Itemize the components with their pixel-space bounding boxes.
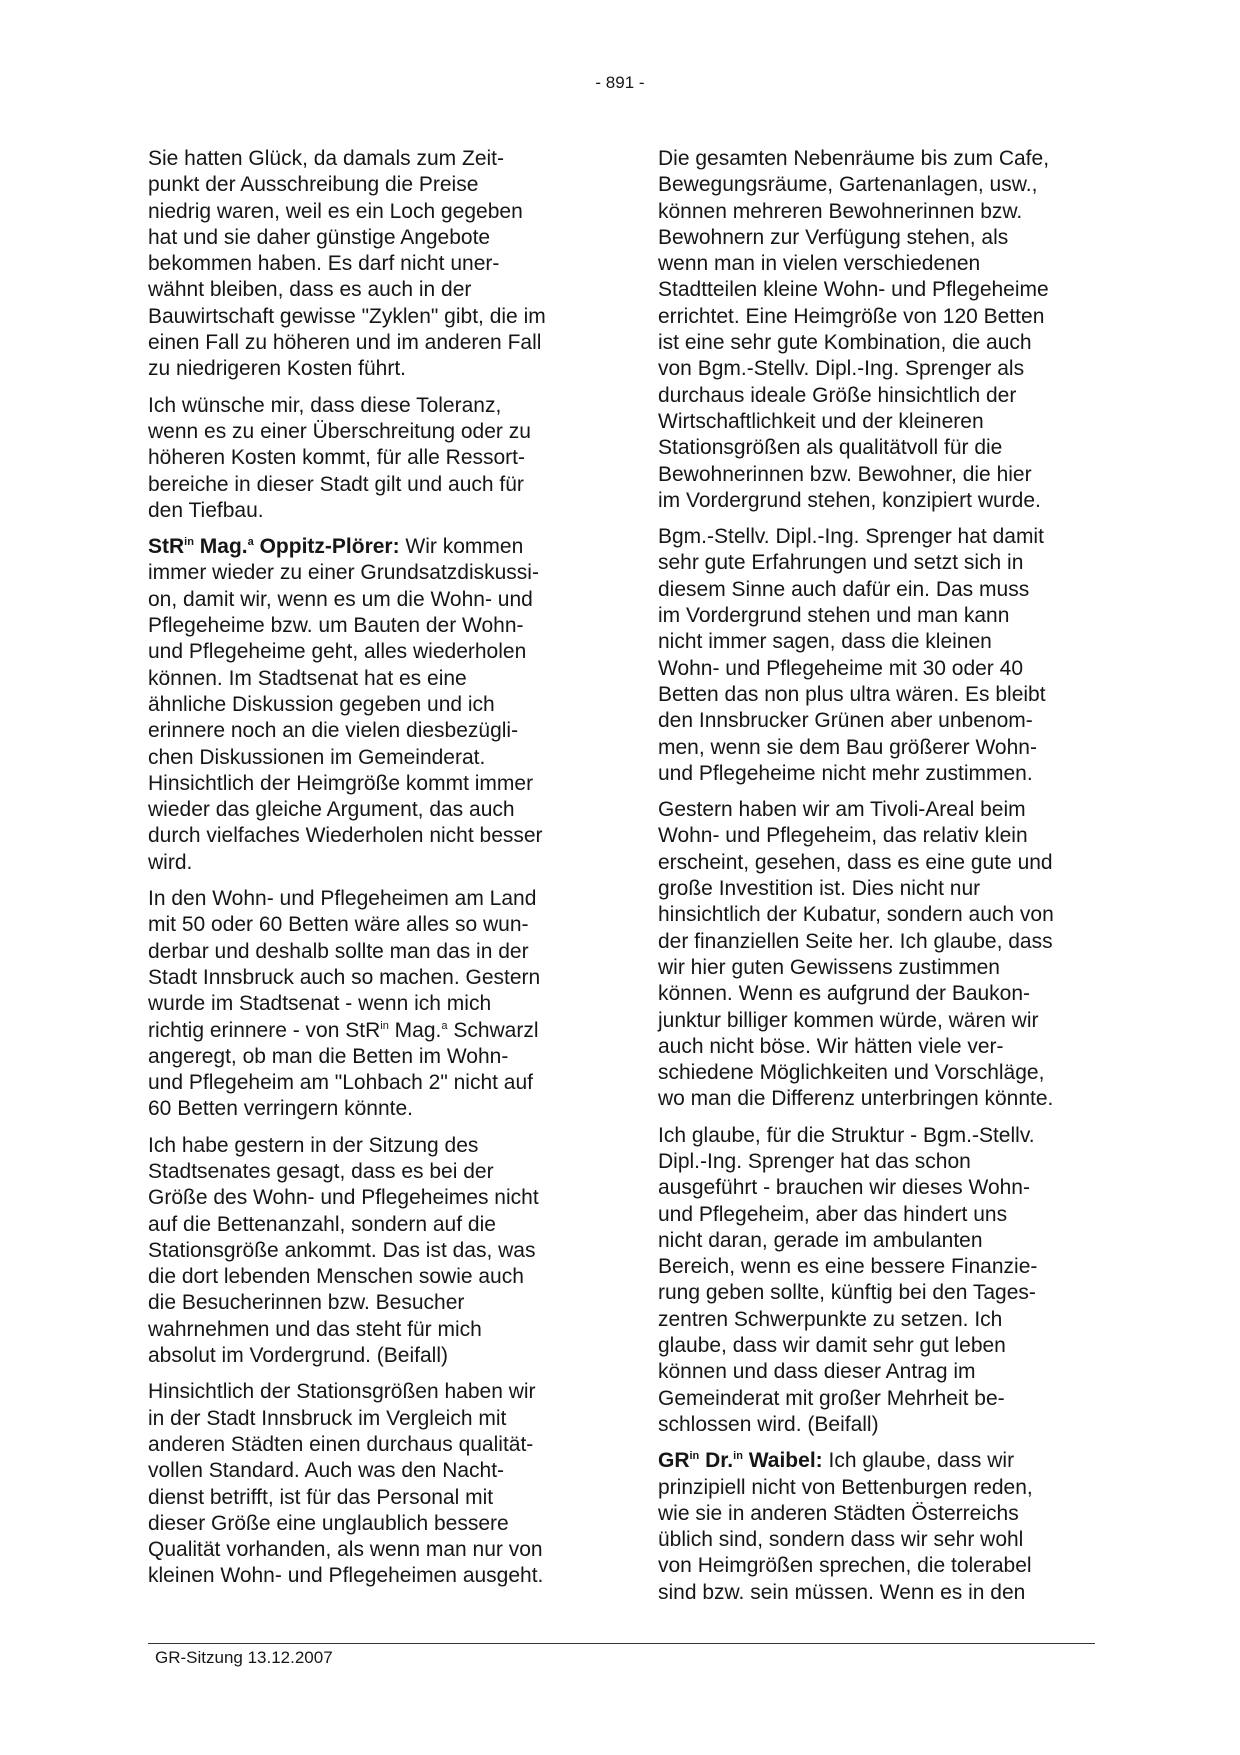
- text-line: einen Fall zu höheren und im anderen Fall: [148, 331, 542, 355]
- text-line: in der Stadt Innsbruck im Vergleich mit: [148, 1406, 507, 1430]
- text-line: chen Diskussionen im Gemeinderat.: [148, 745, 486, 769]
- text-line: Stationsgröße ankommt. Das ist das, was: [148, 1238, 536, 1262]
- text-line: Hinsichtlich der Heimgröße kommt immer: [148, 771, 534, 795]
- text-line: 60 Betten verringern könnte.: [148, 1097, 414, 1121]
- text-line: men, wenn sie dem Bau größerer Wohn-: [658, 735, 1037, 759]
- text-line: auch nicht böse. Wir hätten viele ver-: [658, 1034, 1004, 1058]
- text-line: den Innsbrucker Grünen aber unbenom-: [658, 709, 1033, 733]
- text-line: ist eine sehr gute Kombination, die auch: [658, 331, 1032, 355]
- text-line: [658, 1448, 1098, 1474]
- paragraph: [658, 1123, 1098, 1439]
- text-line: ähnliche Diskussion gegeben und ich: [148, 692, 495, 716]
- text-line: Größe des Wohn- und Pflegeheimes nicht: [148, 1186, 539, 1210]
- paragraph: [148, 1133, 588, 1370]
- text-line: Bgm.-Stellv. Dipl.-Ing. Sprenger hat damit: [658, 525, 1044, 549]
- text-line: errichtet. Eine Heimgröße von 120 Betten: [658, 304, 1045, 328]
- text-line: Bewohnern zur Verfügung stehen, als: [658, 225, 1009, 249]
- text-line: derbar und deshalb sollte man das in der: [148, 939, 529, 963]
- text-line: immer wieder zu einer Grundsatzdiskussi-: [148, 561, 539, 585]
- text-line: erscheint, gesehen, dass es eine gute und: [658, 850, 1053, 874]
- text-line: höheren Kosten kommt, für alle Ressort-: [148, 446, 525, 470]
- text-line: Ich wünsche mir, dass diese Toleranz,: [148, 393, 502, 417]
- text-line: im Vordergrund stehen und man kann: [658, 604, 1010, 628]
- speaker-title: GR: [658, 1449, 690, 1473]
- text-line: wo man die Differenz unterbringen könnte.: [658, 1087, 1054, 1111]
- text-line: Stadtsenates gesagt, dass es bei der: [148, 1159, 494, 1183]
- text-line: kleinen Wohn- und Pflegeheimen ausgeht.: [148, 1564, 544, 1588]
- text-line: üblich sind, sondern dass wir sehr wohl: [658, 1528, 1024, 1552]
- paragraph: [658, 797, 1098, 1113]
- text-line: punkt der Ausschreibung die Preise: [148, 173, 479, 197]
- text-line: und Pflegeheim, aber das hindert uns: [658, 1202, 1008, 1226]
- text-line: Stationsgrößen als qualitätvoll für die: [658, 436, 1003, 460]
- text-line: schlossen wird. (Beifall): [658, 1412, 879, 1436]
- title-suffix: a: [441, 1019, 448, 1032]
- text-line: wähnt bleiben, dass es auch in der: [148, 278, 472, 302]
- text-line: [148, 1018, 588, 1044]
- speaker-paragraph: [658, 1448, 1098, 1606]
- text-line: Stadt Innsbruck auch so machen. Gestern: [148, 965, 541, 989]
- text-line: mit 50 oder 60 Betten wäre alles so wun-: [148, 913, 529, 937]
- text-line: on, damit wir, wenn es um die Wohn- und: [148, 587, 533, 611]
- text-line: ausgeführt - brauchen wir dieses Wohn-: [658, 1176, 1030, 1200]
- text-line: Hinsichtlich der Stationsgrößen haben wir: [148, 1380, 536, 1404]
- text-line: diesem Sinne auch dafür ein. Das muss: [658, 577, 1030, 601]
- title-suffix: a: [247, 536, 254, 549]
- title-suffix: in: [689, 1450, 700, 1463]
- text-fragment: Schwarzl: [447, 1018, 539, 1042]
- page-number: - 891 -: [595, 73, 645, 92]
- text-line: können. Im Stadtsenat hat es eine: [148, 666, 467, 690]
- text-fragment: Mag.: [388, 1018, 442, 1042]
- text-line: die Besucherinnen bzw. Besucher: [148, 1291, 465, 1315]
- speaker-surname: Waibel:: [742, 1449, 823, 1473]
- footer-session-date: GR-Sitzung 13.12.2007: [155, 1648, 333, 1667]
- text-line: und Pflegeheime nicht mehr zustimmen.: [658, 761, 1033, 785]
- text-line: Die gesamten Nebenräume bis zum Cafe,: [658, 147, 1050, 170]
- text-line: wir hier guten Gewissens zustimmen: [658, 955, 1000, 979]
- text-line: schiedene Möglichkeiten und Vorschläge,: [658, 1061, 1045, 1085]
- speaker-name: [658, 1449, 823, 1472]
- text-line: prinzipiell nicht von Bettenburgen reden,: [658, 1475, 1033, 1499]
- text-line: wahrnehmen und das steht für mich: [148, 1317, 482, 1341]
- text-line: Ich habe gestern in der Sitzung des: [148, 1133, 479, 1157]
- text-line: auf die Bettenanzahl, sondern auf die: [148, 1212, 496, 1236]
- speaker-name: [148, 535, 400, 558]
- text-line: Ich glaube, für die Struktur - Bgm.-Stellv.: [658, 1123, 1035, 1147]
- speaker-paragraph: [148, 534, 588, 876]
- paragraph: [148, 886, 588, 1123]
- text-line: den Tiefbau.: [148, 498, 264, 522]
- text-line: rung geben sollte, künftig bei den Tages-: [658, 1281, 1036, 1305]
- text-line: hat und sie daher günstige Angebote: [148, 225, 491, 249]
- text-fragment: richtig erinnere - von StR: [148, 1018, 381, 1042]
- text-line: Bereich, wenn es eine bessere Finanzie-: [658, 1255, 1038, 1279]
- text-line: Pflegeheime bzw. um Bauten der Wohn-: [148, 614, 524, 638]
- text-line: durchaus ideale Größe hinsichtlich der: [658, 383, 1017, 407]
- text-line: und Pflegeheime geht, alles wiederholen: [148, 640, 527, 664]
- paragraph: [148, 146, 588, 383]
- text-line: dieser Größe eine unglaublich bessere: [148, 1511, 509, 1535]
- text-line: zentren Schwerpunkte zu setzen. Ich: [658, 1307, 1003, 1331]
- paragraph: [148, 1379, 588, 1589]
- text-line: Gestern haben wir am Tivoli-Areal beim: [658, 798, 1026, 822]
- text-line: große Investition ist. Dies nicht nur: [658, 877, 981, 901]
- text-line: die dort lebenden Menschen sowie auch: [148, 1265, 524, 1289]
- text-line: dienst betrifft, ist für das Personal mit: [148, 1485, 494, 1509]
- text-line: glaube, dass wir damit sehr gut leben: [658, 1334, 1006, 1358]
- left-column: [148, 146, 588, 1600]
- text-line: wie sie in anderen Städten Österreichs: [658, 1501, 1019, 1525]
- text-line: können mehreren Bewohnerinnen bzw.: [658, 199, 1023, 223]
- text-line: Wohn- und Pflegeheime mit 30 oder 40: [658, 656, 1023, 680]
- text-line: wieder das gleiche Argument, das auch: [148, 798, 515, 822]
- text-line: sind bzw. sein müssen. Wenn es in den: [658, 1580, 1026, 1604]
- text-line: wurde im Stadtsenat - wenn ich mich: [148, 992, 492, 1016]
- paragraph: [148, 393, 588, 524]
- text-line: wenn man in vielen verschiedenen: [658, 252, 981, 276]
- text-line: Wirtschaftlichkeit und der kleineren: [658, 409, 984, 433]
- text-line: zu niedrigeren Kosten führt.: [148, 357, 406, 381]
- text-line: Stadtteilen kleine Wohn- und Pflegeheime: [658, 278, 1049, 302]
- text-line: von Bgm.-Stellv. Dipl.-Ing. Sprenger als: [658, 357, 1025, 381]
- text-line: von Heimgrößen sprechen, die tolerabel: [658, 1554, 1032, 1578]
- text-line: Gemeinderat mit großer Mehrheit be-: [658, 1386, 1005, 1410]
- text-line: Bewegungsräume, Gartenanlagen, usw.,: [658, 173, 1038, 197]
- text-line: vollen Standard. Auch was den Nacht-: [148, 1459, 505, 1483]
- text-line: bekommen haben. Es darf nicht uner-: [148, 252, 500, 276]
- text-line: Sie hatten Glück, da damals zum Zeit-: [148, 147, 504, 170]
- text-line: Bauwirtschaft gewisse "Zyklen" gibt, die im: [148, 304, 546, 328]
- text-line: nicht immer sagen, dass die kleinen: [658, 630, 992, 654]
- text-line: Wohn- und Pflegeheim, das relativ klein: [658, 824, 1028, 848]
- text-line: Qualität vorhanden, als wenn man nur von: [148, 1538, 543, 1562]
- speech-text: Ich glaube, dass wir: [822, 1449, 1015, 1473]
- text-line: und Pflegeheim am "Lohbach 2" nicht auf: [148, 1071, 533, 1095]
- text-line: nicht daran, gerade im ambulanten: [658, 1228, 983, 1252]
- text-line: können und dass dieser Antrag im: [658, 1360, 976, 1384]
- text-line: niedrig waren, weil es ein Loch gegeben: [148, 199, 523, 223]
- text-line: sehr gute Erfahrungen und setzt sich in: [658, 551, 1024, 575]
- text-line: Dipl.-Ing. Sprenger hat das schon: [658, 1149, 971, 1173]
- text-line: durch vielfaches Wiederholen nicht besser: [148, 824, 543, 848]
- text-line: Betten das non plus ultra wären. Es bleibt: [658, 682, 1046, 706]
- title-suffix: in: [380, 1019, 389, 1032]
- text-line: [148, 534, 588, 560]
- speaker-title: StR: [148, 535, 185, 559]
- text-line: im Vordergrund stehen, konzipiert wurde.: [658, 488, 1041, 512]
- text-line: anderen Städten einen durchaus qualität-: [148, 1432, 534, 1456]
- speaker-surname: Oppitz-Plörer:: [253, 535, 400, 559]
- text-line: In den Wohn- und Pflegeheimen am Land: [148, 887, 537, 911]
- paragraph: [658, 146, 1098, 514]
- text-line: wird.: [148, 850, 193, 874]
- paragraph: [658, 524, 1098, 787]
- text-line: bereiche in dieser Stadt gilt und auch für: [148, 472, 524, 496]
- text-line: absolut im Vordergrund. (Beifall): [148, 1344, 448, 1368]
- footer-divider: [148, 1643, 1095, 1644]
- text-line: hinsichtlich der Kubatur, sondern auch von: [658, 903, 1054, 927]
- text-line: können. Wenn es aufgrund der Baukon-: [658, 982, 1031, 1006]
- text-line: wenn es zu einer Überschreitung oder zu: [148, 419, 531, 443]
- text-line: der finanziellen Seite her. Ich glaube, dass: [658, 929, 1053, 953]
- right-column: [658, 146, 1098, 1616]
- speaker-title: Mag.: [193, 535, 248, 559]
- title-suffix: in: [733, 1450, 743, 1463]
- text-line: Bewohnerinnen bzw. Bewohner, die hier: [658, 462, 1032, 486]
- text-line: junktur billiger kommen würde, wären wir: [658, 1008, 1039, 1032]
- title-suffix: in: [184, 536, 194, 549]
- speech-text: Wir kommen: [399, 535, 524, 559]
- text-line: angeregt, ob man die Betten im Wohn-: [148, 1044, 509, 1068]
- text-line: erinnere noch an die vielen diesbezügli-: [148, 719, 519, 743]
- speaker-title: Dr.: [699, 1449, 734, 1473]
